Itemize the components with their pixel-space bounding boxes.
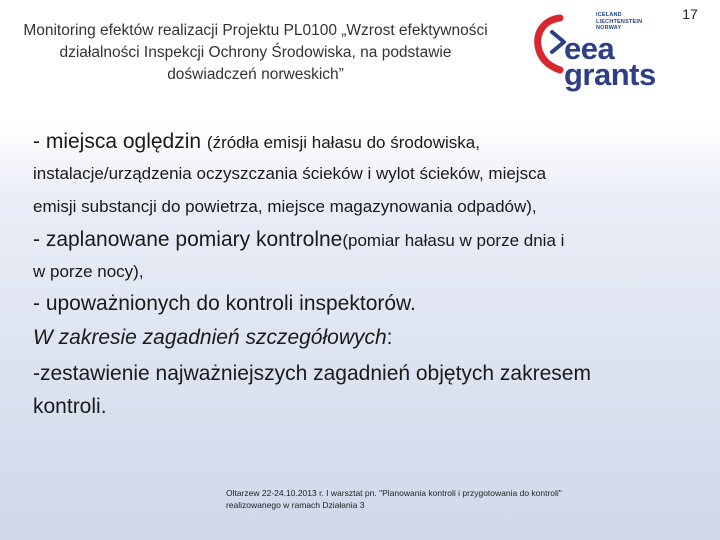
logo-country-liechtenstein: LIECHTENSTEIN <box>596 18 643 25</box>
logo-countries <box>596 12 642 32</box>
logo-word-eea: eea <box>564 31 615 66</box>
body-line-4 <box>33 228 564 252</box>
footer-line-1: Oltarzew 22-24.10.2013 r. I warsztat pn. "Planowania kontroli i przygotowania do kontroli" <box>226 488 562 498</box>
body-line-9: kontroli. <box>33 395 107 418</box>
body-line-1 <box>33 130 480 154</box>
eea-grants-logo <box>530 12 660 92</box>
page-number: 17 <box>682 6 698 22</box>
body-line-1-main: - miejsca oględzin <box>33 130 207 153</box>
body-line-4-main: - zaplanowane pomiary kontrolne <box>33 228 343 251</box>
logo-word-grants: grants <box>564 57 656 92</box>
logo-country-iceland: ICELAND <box>596 12 622 18</box>
slide-header <box>0 0 720 122</box>
body-line-2: instalacje/urządzenia oczyszczania ścieków i wylot ścieków, miejsca <box>33 164 547 183</box>
logo-country-norway: NORWAY <box>596 25 622 31</box>
body-line-5: w porze nocy), <box>33 262 144 281</box>
body-line-1-detail: (źródła emisji hałasu do środowiska, <box>206 133 480 152</box>
footer-line-2: realizowanego w ramach Działania 3 <box>226 500 365 510</box>
body-line-3: emisji substancji do powietrza, miejsce magazynowania odpadów), <box>33 197 537 216</box>
body-line-4-detail: (pomiar hałasu w porze dnia i <box>342 231 565 250</box>
body-line-8: -zestawienie najważniejszych zagadnień objętych zakresem <box>33 362 591 385</box>
body-line-6: - upoważnionych do kontroli inspektorów. <box>33 292 416 315</box>
slide-title: Monitoring efektów realizacji Projektu PL0100 „Wzrost efektywności działalności Inspekcji Ochrony Środowiska, na podstawie doświadczeń norweskich” <box>23 22 488 83</box>
body-line-7-colon: : <box>386 326 393 349</box>
body-line-7 <box>33 326 393 350</box>
slide-footer <box>226 487 696 511</box>
body-line-7-italic: W zakresie zagadnień szczegółowych <box>33 326 387 349</box>
